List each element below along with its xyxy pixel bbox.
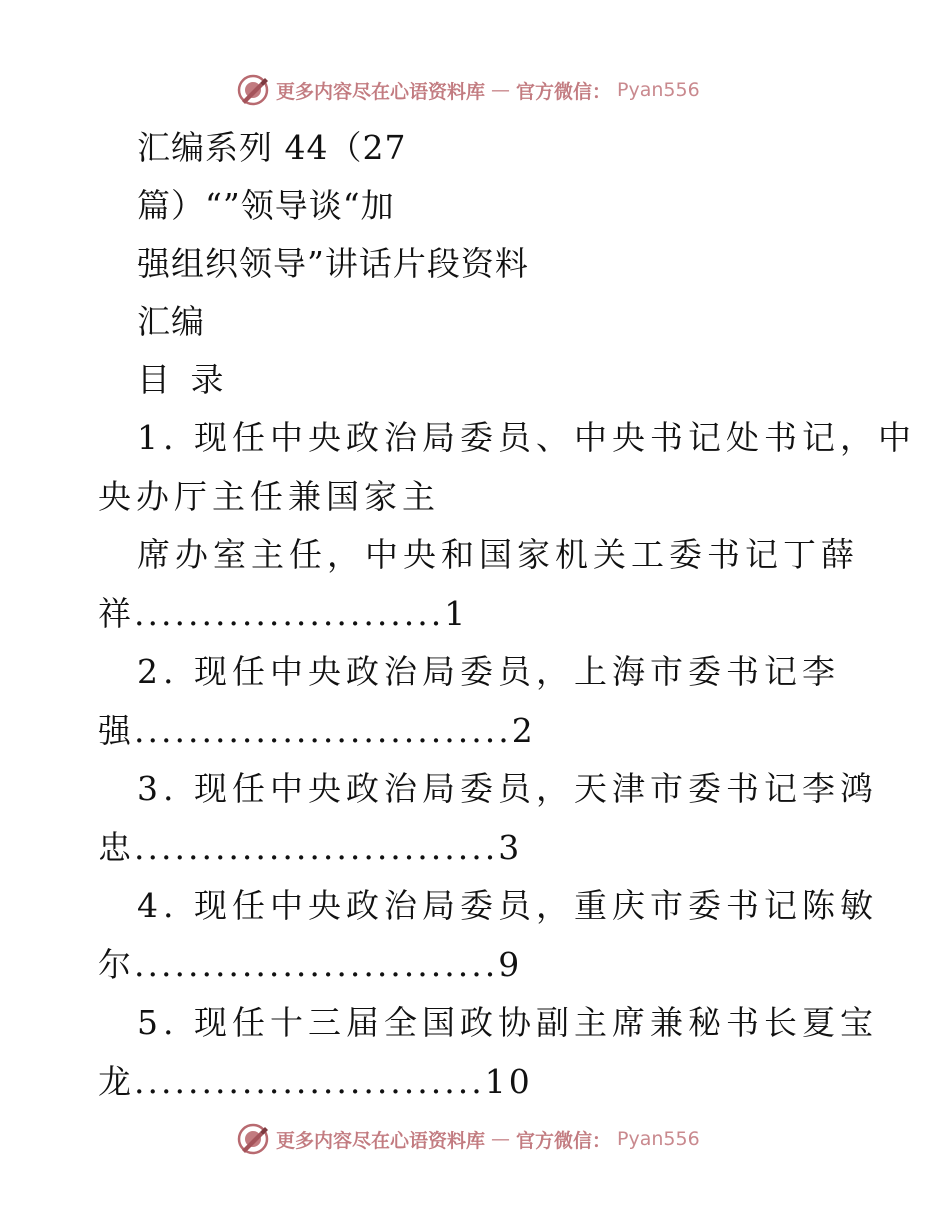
toc-entry-4-page: 尔...........................9 [98, 945, 523, 984]
title-line-1: 汇编系列 44（27 [137, 128, 407, 167]
toc-entry-1-line-1: 1. 现任中央政治局委员、中央书记处书记，中 [137, 418, 916, 457]
watermark-dash: — [491, 79, 511, 101]
toc-entry-1-line-3: 席办室主任，中央和国家机关工委书记丁薛 [137, 535, 859, 574]
watermark-tail-text: 官方微信： [516, 1129, 612, 1152]
toc-entry-4-line-1: 4. 现任中央政治局委员，重庆市委书记陈敏 [137, 886, 878, 925]
toc-entry-3-line-1: 3. 现任中央政治局委员，天津市委书记李鸿 [137, 769, 878, 808]
pen-seal-icon [236, 1122, 270, 1156]
title-line-4: 汇编 [137, 302, 205, 341]
toc-entry-5-line-1: 5. 现任十三届全国政协副主席兼秘书长夏宝 [137, 1003, 878, 1042]
toc-entry-2-line-1: 2. 现任中央政治局委员，上海市委书记李 [137, 652, 840, 691]
title-line-2: 篇）“”领导谈“加 [137, 186, 395, 225]
toc-entry-1-page: 祥.......................1 [98, 594, 469, 633]
watermark-main-text: 更多内容尽在心语资料库 [276, 1129, 486, 1152]
toc-entry-1-line-2: 央办厅主任兼国家主 [98, 477, 440, 516]
watermark-wechat-id: Pyan556 [617, 1128, 700, 1150]
watermark-dash: — [491, 1128, 511, 1150]
watermark-footer [236, 1121, 700, 1157]
toc-entry-3-page: 忠...........................3 [98, 828, 523, 867]
toc-entry-5-page: 龙..........................10 [98, 1062, 533, 1101]
toc-entry-2-page: 强............................2 [98, 711, 536, 750]
toc-heading: 目 录 [137, 360, 229, 399]
watermark-tail-text: 官方微信： [516, 80, 612, 103]
watermark-main-text: 更多内容尽在心语资料库 [276, 80, 486, 103]
watermark-wechat-id: Pyan556 [617, 79, 700, 101]
pen-seal-icon [236, 73, 270, 107]
title-line-3: 强组织领导”讲话片段资料 [137, 244, 529, 283]
watermark-header [236, 72, 700, 108]
